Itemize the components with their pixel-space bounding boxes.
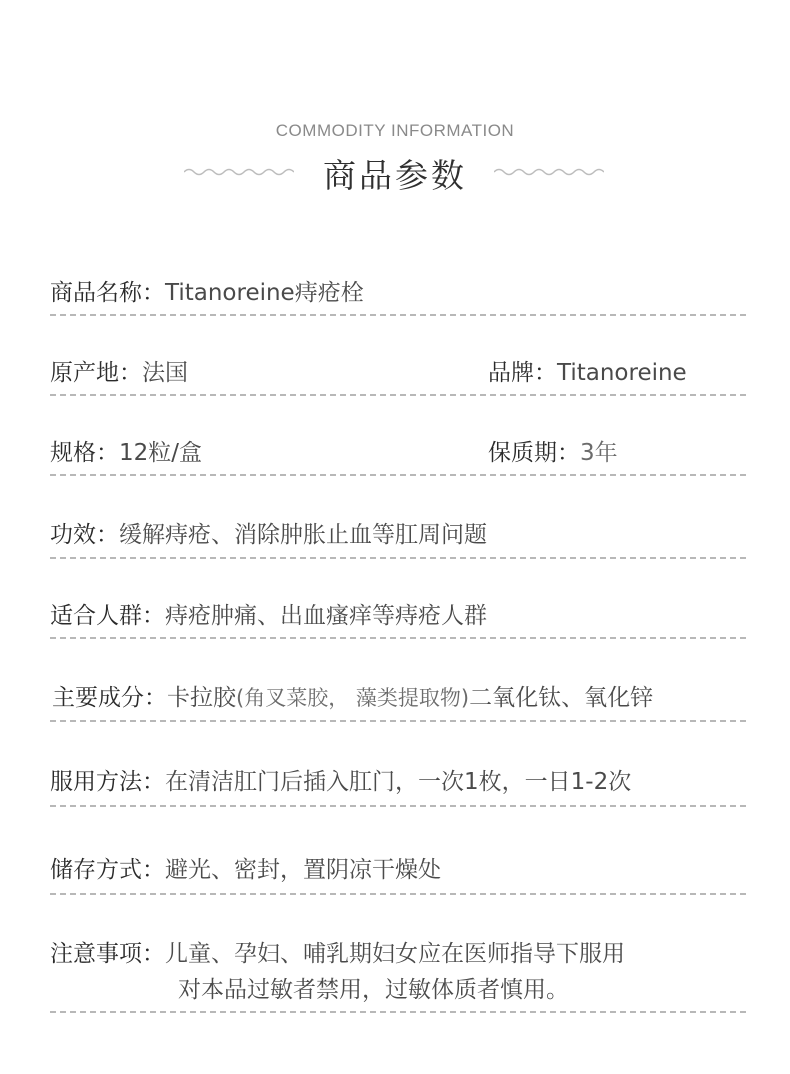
storage-field xyxy=(50,851,441,884)
notice-value-line1: 儿童、孕妇、哺乳期妇女应在医师指导下服用 xyxy=(165,941,625,967)
origin-value: 法国 xyxy=(142,360,188,386)
product-name-value: Titanoreine痔疮栓 xyxy=(165,280,364,306)
wave-divider-right-icon xyxy=(494,164,604,180)
header xyxy=(0,0,790,220)
effect-field xyxy=(50,516,487,549)
notice-value-line2: 对本品过敏者禁用，过敏体质者慎用。 xyxy=(178,977,569,1003)
row-effect xyxy=(50,476,746,559)
spec-label: 规格： xyxy=(50,440,119,466)
page-title: 商品参数 xyxy=(323,156,467,195)
row-spec-shelf-life xyxy=(50,396,746,476)
usage-label: 服用方法： xyxy=(50,769,165,795)
audience-label: 适合人群： xyxy=(50,603,165,629)
shelf-life-field xyxy=(488,434,618,467)
ingredients-field xyxy=(52,679,653,712)
usage-field xyxy=(50,763,631,796)
origin-label: 原产地： xyxy=(50,360,142,386)
origin-field xyxy=(50,354,188,387)
row-usage xyxy=(50,722,746,807)
audience-field xyxy=(50,597,487,630)
effect-value: 缓解痔疮、消除肿胀止血等肛周问题 xyxy=(119,522,487,548)
effect-label: 功效： xyxy=(50,522,119,548)
shelf-life-value: 3年 xyxy=(580,440,618,466)
ingredients-value-main: 卡拉胶 xyxy=(167,685,236,711)
notice-label: 注意事项： xyxy=(50,941,165,967)
ingredients-value-note: (角叉菜胶， 藻类提取物) xyxy=(236,686,470,710)
spec-value: 12粒/盒 xyxy=(119,440,203,466)
brand-label: 品牌： xyxy=(488,360,557,386)
row-audience xyxy=(50,559,746,639)
shelf-life-label: 保质期： xyxy=(488,440,580,466)
row-origin-brand xyxy=(50,316,746,396)
storage-value: 避光、密封，置阴凉干燥处 xyxy=(165,857,441,883)
brand-value: Titanoreine xyxy=(557,360,687,386)
product-name-field xyxy=(50,274,364,307)
notice-field xyxy=(50,935,625,968)
usage-value: 在清洁肛门后插入肛门，一次1枚，一日1-2次 xyxy=(165,769,632,795)
row-ingredients xyxy=(50,639,746,722)
row-storage xyxy=(50,807,746,895)
row-product-name xyxy=(50,250,746,316)
brand-field xyxy=(488,354,687,387)
storage-label: 储存方式： xyxy=(50,857,165,883)
ingredients-label: 主要成分： xyxy=(52,685,167,711)
product-name-label: 商品名称： xyxy=(50,280,165,306)
spec-field xyxy=(50,434,202,467)
ingredients-value-extra: 二氧化钛、氧化锌 xyxy=(469,685,654,711)
row-notice xyxy=(50,895,746,1013)
section-subtitle: COMMODITY INFORMATION xyxy=(275,121,515,140)
audience-value: 痔疮肿痛、出血瘙痒等痔疮人群 xyxy=(165,603,487,629)
